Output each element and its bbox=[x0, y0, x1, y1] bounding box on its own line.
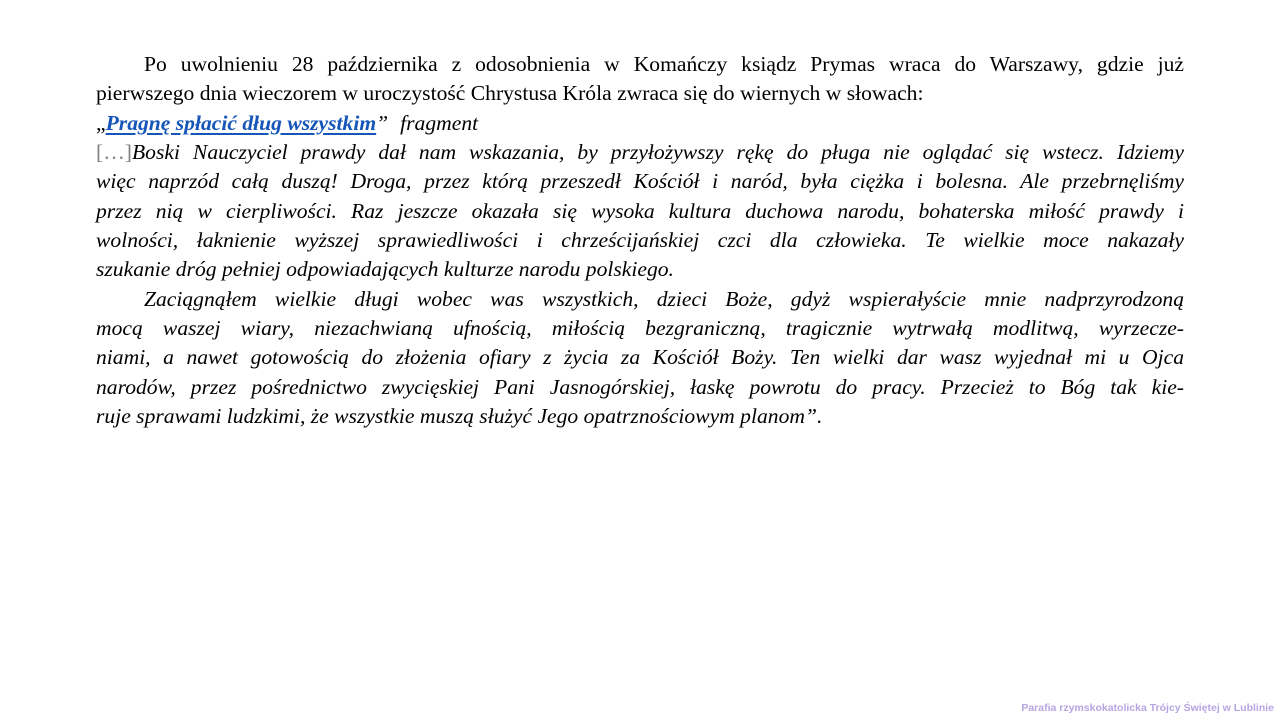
quote-title-line bbox=[96, 109, 1184, 138]
ellipsis-bracket: […] bbox=[96, 140, 132, 165]
footer-parish-credit: Parafia rzymskokatolicka Trójcy Świętej w Lublinie bbox=[1021, 702, 1274, 714]
quote-body-line-1-text: Boski Nauczyciel prawdy dał nam wskazania, by przyłożywszy rękę do pługa nie oglądać się wstecz. Idziemy bbox=[131, 140, 1184, 165]
paragraph-2-line-3: niami, a nawet gotowością do złożenia ofiary z życia za Kościół Boży. Ten wielki dar wasz wyjednał mi u Ojca bbox=[96, 345, 1184, 370]
paragraph-2-line-4: narodów, przez pośrednictwo zwycięskiej Pani Jasnogórskiej, łaskę powrotu do pracy. Przecież to Bóg tak kie- bbox=[96, 374, 1184, 399]
quote-title-link[interactable]: Pragnę spłacić dług wszystkim bbox=[105, 110, 377, 135]
fragment-label: fragment bbox=[400, 110, 479, 135]
paragraph-2-line-1: Zaciągnąłem wielkie długi wobec was wszystkich, dzieci Boże, gdyż wspierałyście mnie nadprzyrodzoną bbox=[144, 286, 1184, 311]
quote-body-line-2: więc naprzód całą duszą! Droga, przez którą przeszedł Kościół i naród, była ciężka i bolesna. Ale przebrnęliśmy bbox=[96, 169, 1184, 194]
open-quote-mark: „ bbox=[96, 110, 106, 135]
quote-body-line-5: szukanie dróg pełniej odpowiadających kulturze narodu polskiego. bbox=[96, 257, 674, 282]
main-text-block bbox=[96, 50, 1184, 431]
quote-body-line-3: przez nią w cierpliwości. Raz jeszcze okazała się wysoka kultura duchowa narodu, bohaterska miłość prawdy i bbox=[96, 198, 1184, 223]
paragraph-2-line-5: ruje sprawami ludzkimi, że wszystkie muszą służyć Jego opatrznościowym planom”. bbox=[96, 404, 823, 429]
paragraph-1-line-1: Po uwolnieniu 28 października z odosobnienia w Komańczy ksiądz Prymas wraca do Warszawy, gdzie już bbox=[144, 52, 1184, 76]
quote-body-line-1 bbox=[96, 138, 1184, 167]
quote-body-line-4: wolności, łaknienie wyższej sprawiedliwości i chrześcijańskiej czci dla człowieka. Te wielkie moce nakazały bbox=[96, 228, 1184, 253]
paragraph-2-line-2: mocą waszej wiary, niezachwianą ufnością, miłością bezgraniczną, tragicznie wytrwałą modlitwą, wyrzecze- bbox=[96, 316, 1184, 341]
paragraph-1-line-2: pierwszego dnia wieczorem w uroczystość Chrystusa Króla zwraca się do wiernych w słowach: bbox=[96, 81, 924, 106]
close-quote-mark: ” bbox=[376, 110, 389, 135]
